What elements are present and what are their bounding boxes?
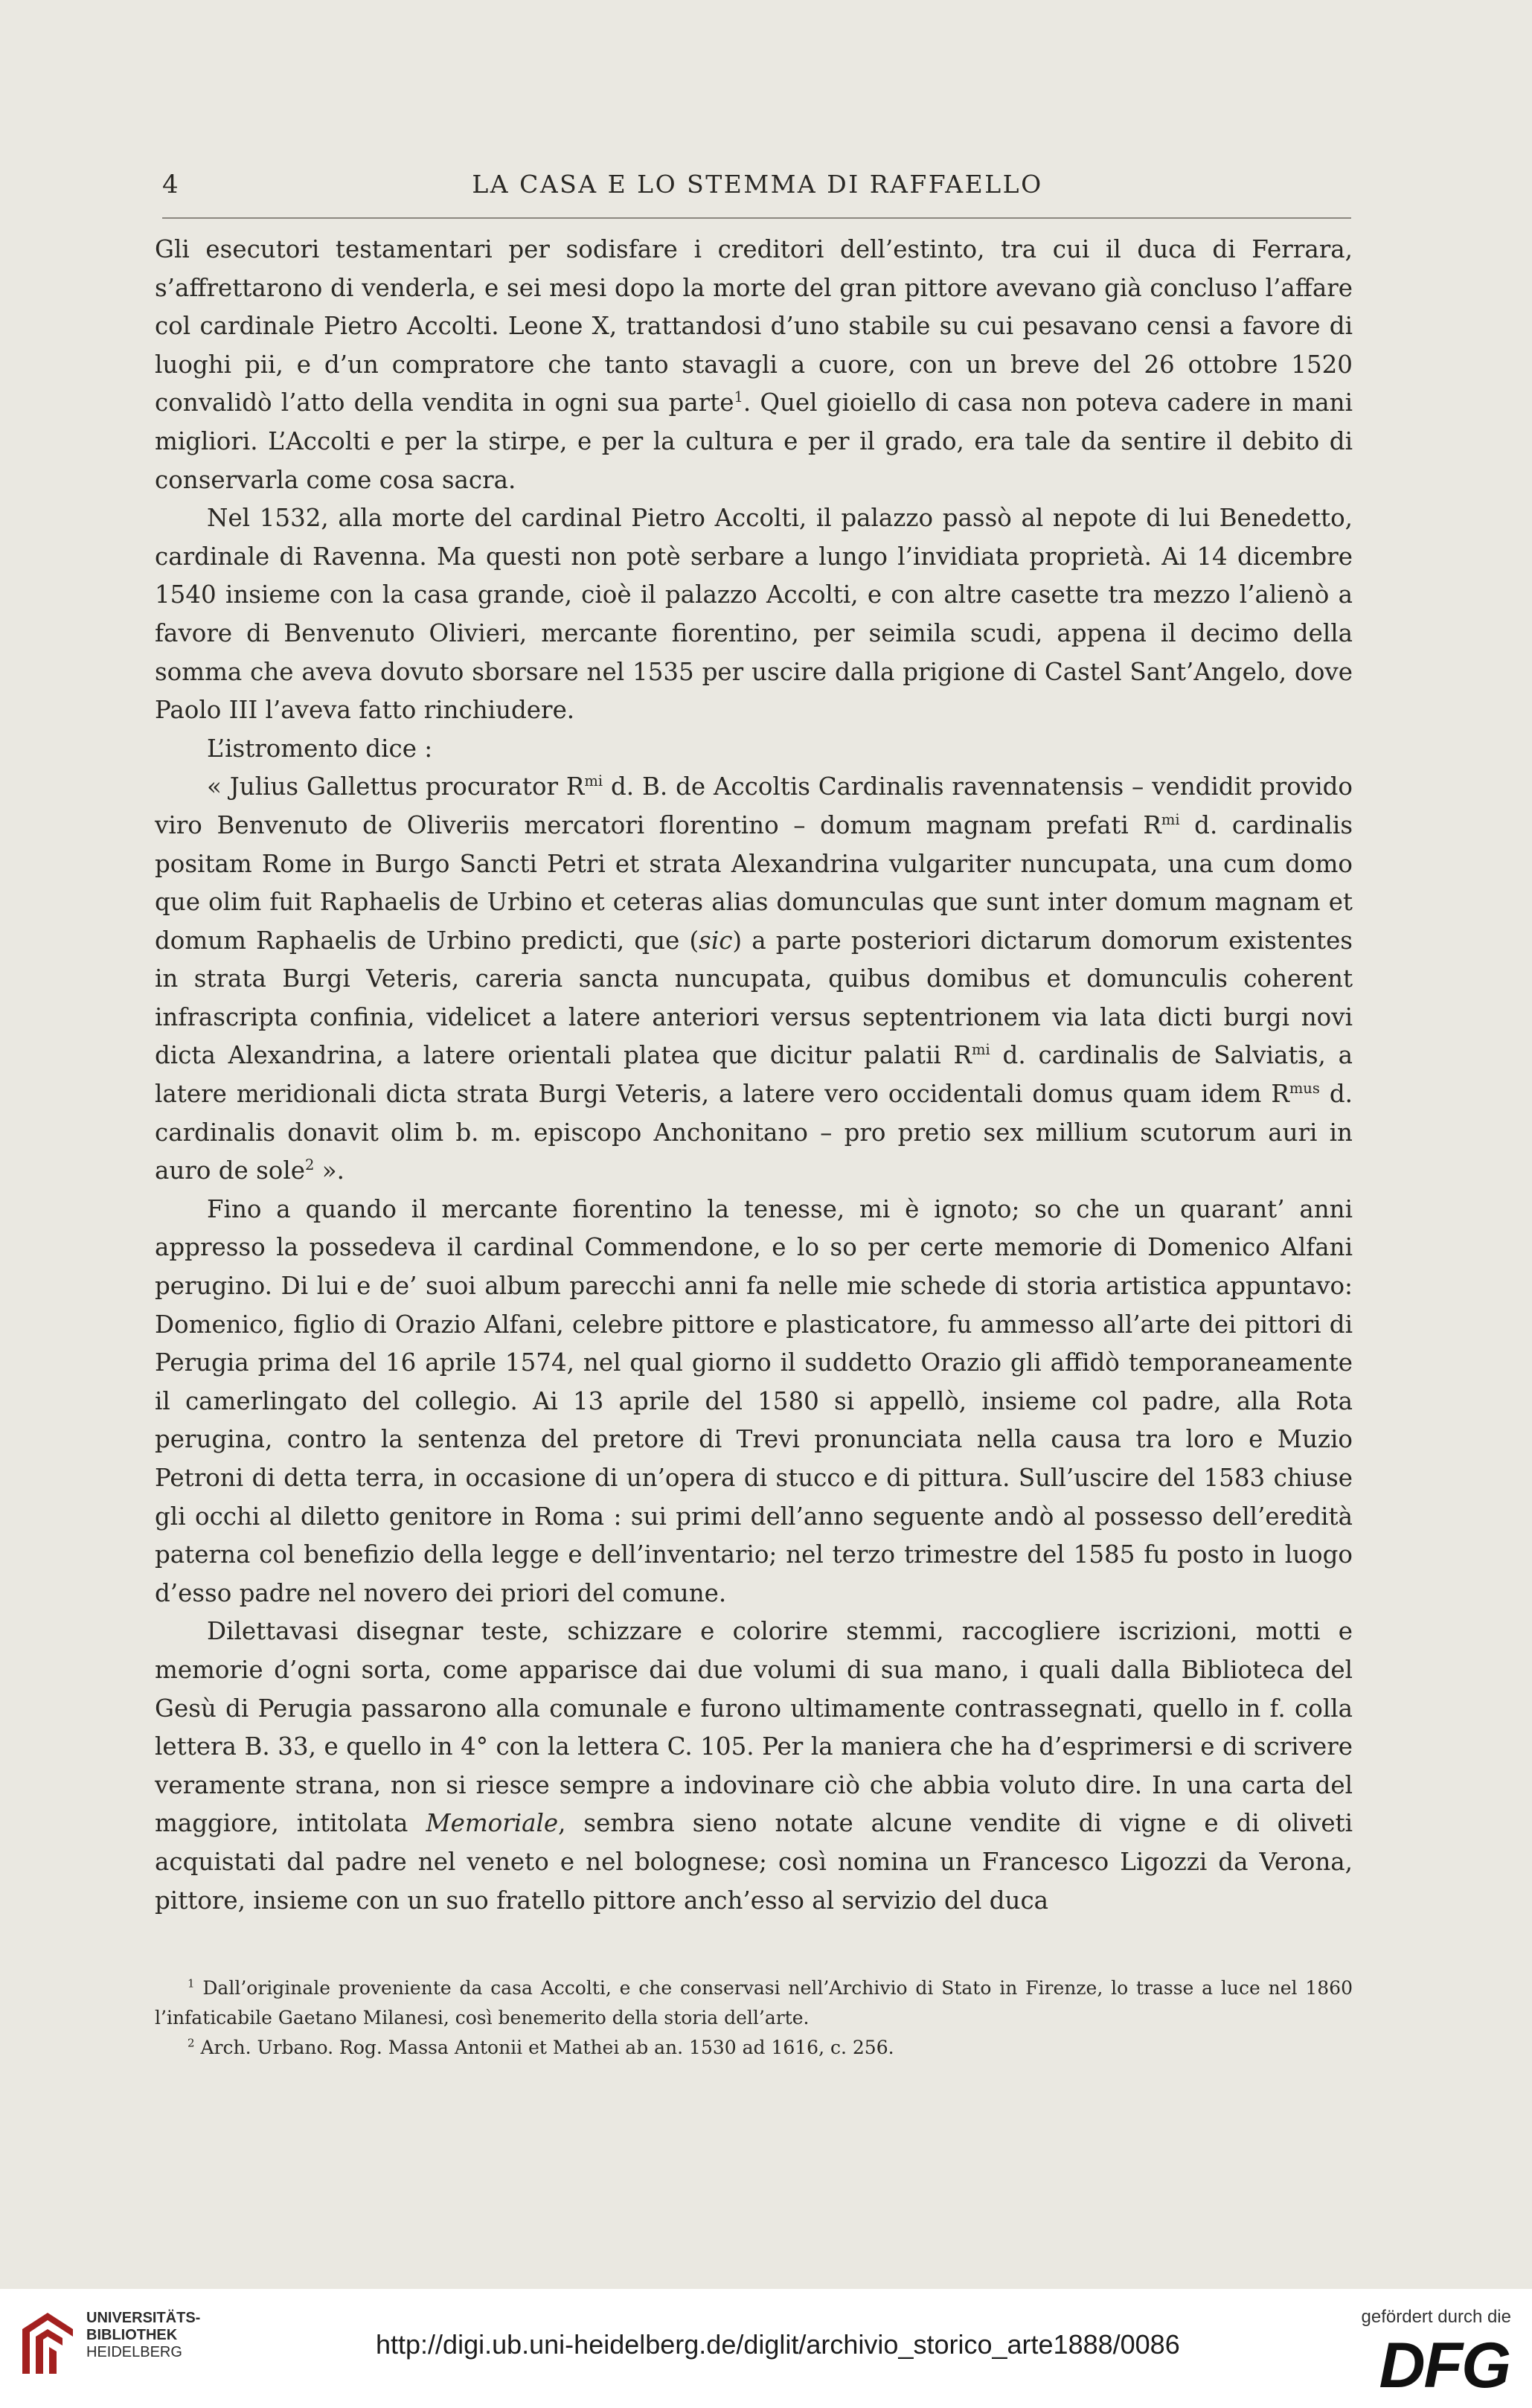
memoriale-italic: Memoriale [426,1809,559,1838]
header-rule [162,217,1351,219]
library-name: UNIVERSITÄTS- BIBLIOTHEK HEIDELBERG [86,2310,201,2360]
footer-bar [0,2289,1532,2408]
footnote-ref: 2 [304,1156,315,1174]
library-logo-icon [15,2307,80,2381]
page-number: 4 [162,170,179,199]
paragraph: Gli esecutori testamentari per sodisfare i creditori dell’estinto, tra cui il duca di Ferrara, s’affrettarono di venderla, e sei mesi dopo la morte del gran pittore avevano già concluso l’affare col cardinale Pietro Accolti. Leone X, trattandosi d’uno stabile su cui pesavano censi a favore di luoghi pii, e d’un compratore che tanto stavagli a cuore, con un breve del 26 ottobre 1520 convalidò l’atto della vendita in ogni sua parte$^1$. Quel gioiello di casa non poteva cadere in mani migliori. L’Accolti e per la stirpe, e per la cultura e per il grado, era tale da sentire il debito di conservarla come cosa sacra. [155,235,1353,494]
page-header [162,170,1353,214]
paragraph: Nel 1532, alla morte del cardinal Pietro Accolti, il palazzo passò al nepote di lui Benedetto, cardinale di Ravenna. Ma questi non potè serbare a lungo l’invidiata proprietà. Ai 14 dicembre 1540 insieme con la casa grande, cioè il palazzo Accolti, e con altre casette tra mezzo l’alienò a favore di Benvenuto Olivieri, mercante fiorentino, per seimila scudi, appena il decimo della somma che aveva dovuto sborsare nel 1535 per uscire dalla prigione di Castel Sant’Angelo, dove Paolo III l’aveva fatto rinchiudere. [155,504,1353,725]
source-url-link[interactable]: http://digi.ub.uni-heidelberg.de/diglit/archivio_storico_arte1888/0086 [376,2329,1180,2360]
body-text [155,231,1353,1920]
funded-by-label: gefördert durch die [1361,2307,1511,2327]
sic-italic: sic [699,926,733,955]
footnote-ref: 1 [734,388,743,406]
paragraph: Dilettavasi disegnar teste, schizzare e colorire stemmi, raccogliere iscrizioni, motti e memorie d’ogni sorta, come apparisce dai due volumi di sua mano, i quali dalla Biblioteca del Gesù di Perugia passarono alla comunale e furono ultimamente contrassegnati, quello in f. colla lettera B. 33, e quello in 4° con la lettera C. 105. Per la maniera che ha d’esprimersi e di scrivere veramente strana, non si riesce sempre a indovinare ciò che abbia voluto dire. In una carta del maggiore, intitolata Memoriale, sembra sieno notate alcune vendite di vigne e di oliveti acquistati dal padre nel veneto e nel bolognese; così nomina un Francesco Ligozzi da Verona, pittore, insieme con un suo fratello pittore anch’esso al servizio del duca [155,1617,1353,1915]
footnote: $^1$ Dall’originale proveniente da casa Accolti, e che conservasi nell’Archivio di Stato in Firenze, lo trasse a luce nel 1860 l’infaticabile Gaetano Milanesi, così benemerito della storia dell’arte. [155,1976,1353,2028]
footnotes [155,1973,1353,2063]
footnote: $^2$ Arch. Urbano. Rog. Massa Antonii et Mathei ab an. 1530 ad 1616, c. 256. [188,2036,894,2058]
paragraph: L’istromento dice : [207,734,433,763]
running-title: LA CASA E LO STEMMA DI RAFFAELLO [472,170,1043,199]
paragraph: Fino a quando il mercante fiorentino la tenesse, mi è ignoto; so che un quarant’ anni appresso la possedeva il cardinal Commendone, e lo so per certe memorie di Domenico Alfani perugino. Di lui e de’ suoi album parecchi anni fa nelle mie schede di storia artistica appuntavo: Domenico, figlio di Orazio Alfani, celebre pittore e plasticatore, fu ammesso all’arte dei pittori di Perugia prima del 16 aprile 1574, nel qual giorno il suddetto Orazio gli affidò temporaneamente il camerlingato del collegio. Ai 13 aprile del 1580 si appellò, insieme col padre, alla Rota perugina, contro la sentenza del pretore di Trevi pronunciata nella causa tra loro e Muzio Petroni di detta terra, in occasione di un’opera di stucco e di pittura. Sull’uscire del 1583 chiuse gli occhi al diletto genitore in Roma : sui primi dell’anno seguente andò al possesso dell’eredità paterna col benefizio della legge e dell’inventario; nel terzo trimestre del 1585 fu posto in luogo d’esso padre nel novero dei priori del comune. [155,1194,1353,1607]
dfg-logo: DFG [1379,2330,1510,2401]
latin-quote: « Julius Gallettus procurator $R^{mi}$ d. B. de Accoltis Cardinalis ravennatensis – vendidit provido viro Benvenuto de Oliveriis mercatori florentino – domum magnam prefati $R^{mi}$ d. cardinalis positam Rome in Burgo Sancti Petri et strata Alexandrina vulgariter nuncupata, una cum domo que olim fuit Raphaelis de Urbino et ceteras alias domunculas que sunt inter domum magnam et domum Raphaelis de Urbino predicti, que (sic) a parte posteriori dictarum domorum existentes in strata Burgi Veteris, careria sancta nuncupata, quibus domibus et domunculis coherent infrascripta confinia, videlicet a latere anteriori versus septentrionem via lata dicti burgi novi dicta Alexandrina, a latere orientali platea que dicitur palatii $R^{mi}$ d. cardinalis de Salviatis, a latere meridionali dicta strata Burgi Veteris, a latere vero occidentali domus quam idem $R^{mus}$ d. cardinalis donavit olim b. m. episcopo Anchonitano – pro pretio sex millium scutorum auri in auro de sole$^2$ ». [155,772,1353,1185]
